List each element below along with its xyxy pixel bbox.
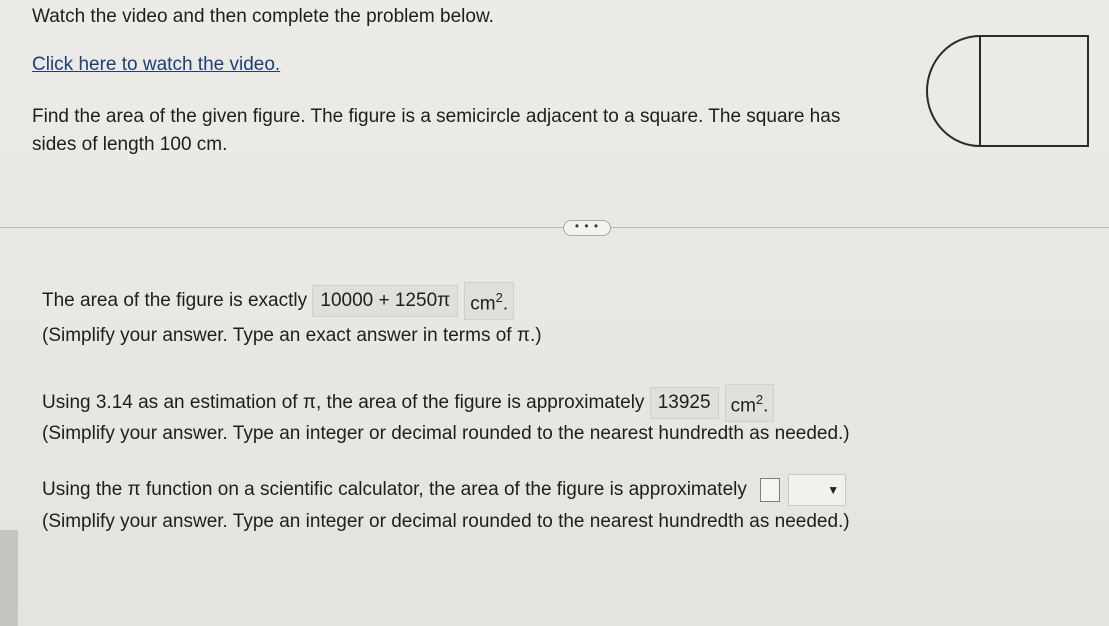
q3-prefix: Using the π function on a scientific calculator, the area of the figure is approximately bbox=[42, 479, 747, 501]
q1-prefix: The area of the figure is exactly bbox=[42, 290, 308, 312]
q1-unit-base: cm bbox=[470, 293, 496, 315]
q3-answer-input[interactable] bbox=[760, 478, 780, 502]
problem-statement: Find the area of the given figure. The figure is a semicircle adjacent to a square. The square has sides of length 100 cm. bbox=[32, 106, 841, 155]
q1-line bbox=[42, 282, 514, 320]
q2-unit-base: cm bbox=[730, 395, 756, 417]
q2-hint: (Simplify your answer. Type an integer or decimal rounded to the nearest hundredth as needed.) bbox=[42, 423, 850, 444]
square-shape bbox=[980, 36, 1088, 146]
q2-line bbox=[42, 384, 774, 422]
q2-suffix: . bbox=[763, 395, 769, 417]
q2-answer-box[interactable]: 13925 bbox=[650, 387, 719, 419]
watch-video-link[interactable]: Click here to watch the video. bbox=[32, 54, 281, 75]
chevron-down-icon: ▼ bbox=[827, 483, 840, 497]
more-options-button[interactable]: • • • bbox=[563, 220, 611, 236]
semicircle-square-figure bbox=[922, 33, 1092, 149]
section-divider bbox=[0, 227, 1109, 228]
q1-hint: (Simplify your answer. Type an exact answer in terms of π.) bbox=[42, 325, 542, 346]
q2-unit-exp: 2 bbox=[755, 392, 764, 407]
q1-unit-box[interactable] bbox=[464, 282, 514, 320]
q1-unit-exp: 2 bbox=[495, 290, 503, 305]
q3-hint: (Simplify your answer. Type an integer or decimal rounded to the nearest hundredth as needed.) bbox=[42, 511, 850, 532]
q2-prefix: Using 3.14 as an estimation of π, the area of the figure is approximately bbox=[42, 392, 645, 414]
q2-unit-box[interactable] bbox=[725, 384, 775, 422]
q1-answer-box[interactable]: 10000 + 1250π bbox=[312, 285, 458, 317]
instruction-header: Watch the video and then complete the problem below. bbox=[32, 6, 494, 27]
left-edge-bar bbox=[0, 530, 18, 626]
q3-unit-dropdown[interactable] bbox=[788, 474, 846, 506]
q1-suffix: . bbox=[502, 293, 509, 315]
q3-line bbox=[42, 474, 846, 506]
semicircle-shape bbox=[927, 36, 980, 146]
